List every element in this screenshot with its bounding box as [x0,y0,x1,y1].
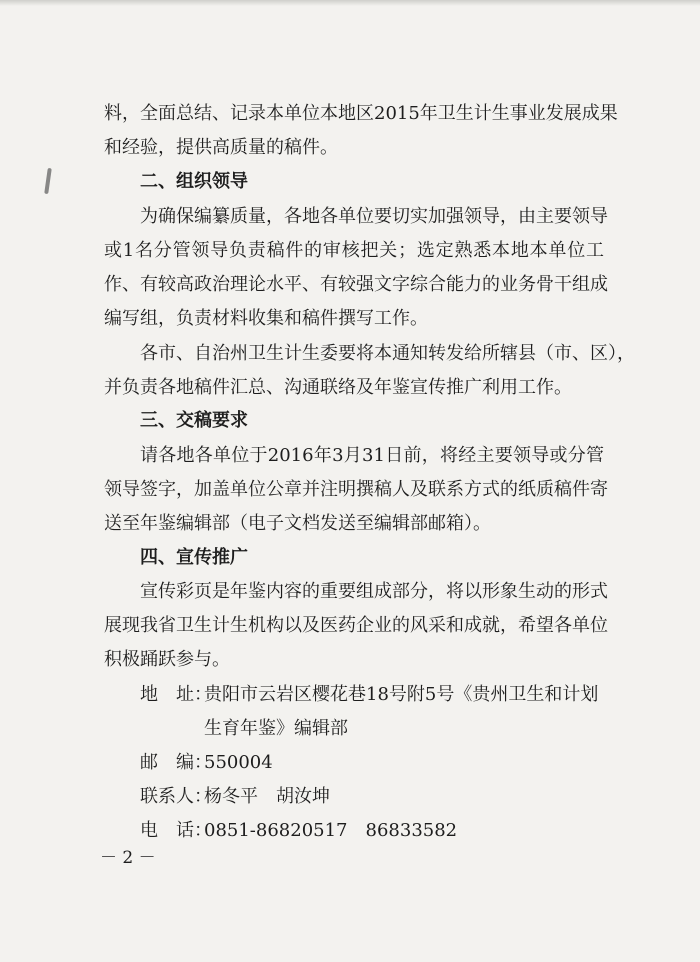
body-line: 编写组，负责材料收集和稿件撰写工作。 [104,308,428,329]
page-number: － 2 － [100,848,156,868]
address-label: 地 址： [140,684,212,705]
body-line: 宣传彩页是年鉴内容的重要组成部分，将以形象生动的形式 [140,581,608,602]
section-heading: 三、交稿要求 [140,410,248,431]
body-line: 领导签字，加盖单位公章并注明撰稿人及联系方式的纸质稿件寄 [104,479,608,500]
body-line: 作、有较高政治理论水平、有较强文字综合能力的业务骨干组成 [104,274,608,295]
address-value: 贵阳市云岩区樱花巷18号附5号《贵州卫生和计划 [204,684,599,705]
body-line: 积极踊跃参与。 [104,649,230,670]
postcode-label: 邮 编： [140,752,212,773]
scan-smudge-mark [44,168,52,194]
contact-person-value: 杨冬平 胡汝坤 [204,786,330,807]
body-line: 并负责各地稿件汇总、沟通联络及年鉴宣传推广利用工作。 [104,377,572,398]
body-line: 为确保编纂质量，各地各单位要切实加强领导，由主要领导 [140,206,608,227]
body-line: 各市、自治州卫生计生委要将本通知转发给所辖县（市、区）， [140,343,635,364]
section-heading: 四、宣传推广 [140,547,248,568]
body-line: 或1名分管领导负责稿件的审核把关；选定熟悉本地本单位工 [104,240,604,261]
scan-edge-shadow [0,0,700,6]
body-line: 请各地各单位于2016年3月31日前，将经主要领导或分管 [140,445,604,466]
section-heading: 二、组织领导 [140,171,248,192]
body-line: 送至年鉴编辑部（电子文档发送至编辑部邮箱）。 [104,513,491,534]
body-line: 展现我省卫生计生机构以及医药企业的风采和成就，希望各单位 [104,615,608,636]
body-line: 和经验，提供高质量的稿件。 [104,137,338,158]
phone-value: 0851-86820517 86833582 [204,820,458,841]
postcode-value: 550004 [204,752,273,773]
body-line: 料，全面总结、记录本单位本地区2015年卫生计生事业发展成果 [104,103,618,124]
address-value-cont: 生育年鉴》编辑部 [204,718,348,739]
contact-person-label: 联系人： [140,786,212,807]
phone-label: 电 话： [140,820,212,841]
